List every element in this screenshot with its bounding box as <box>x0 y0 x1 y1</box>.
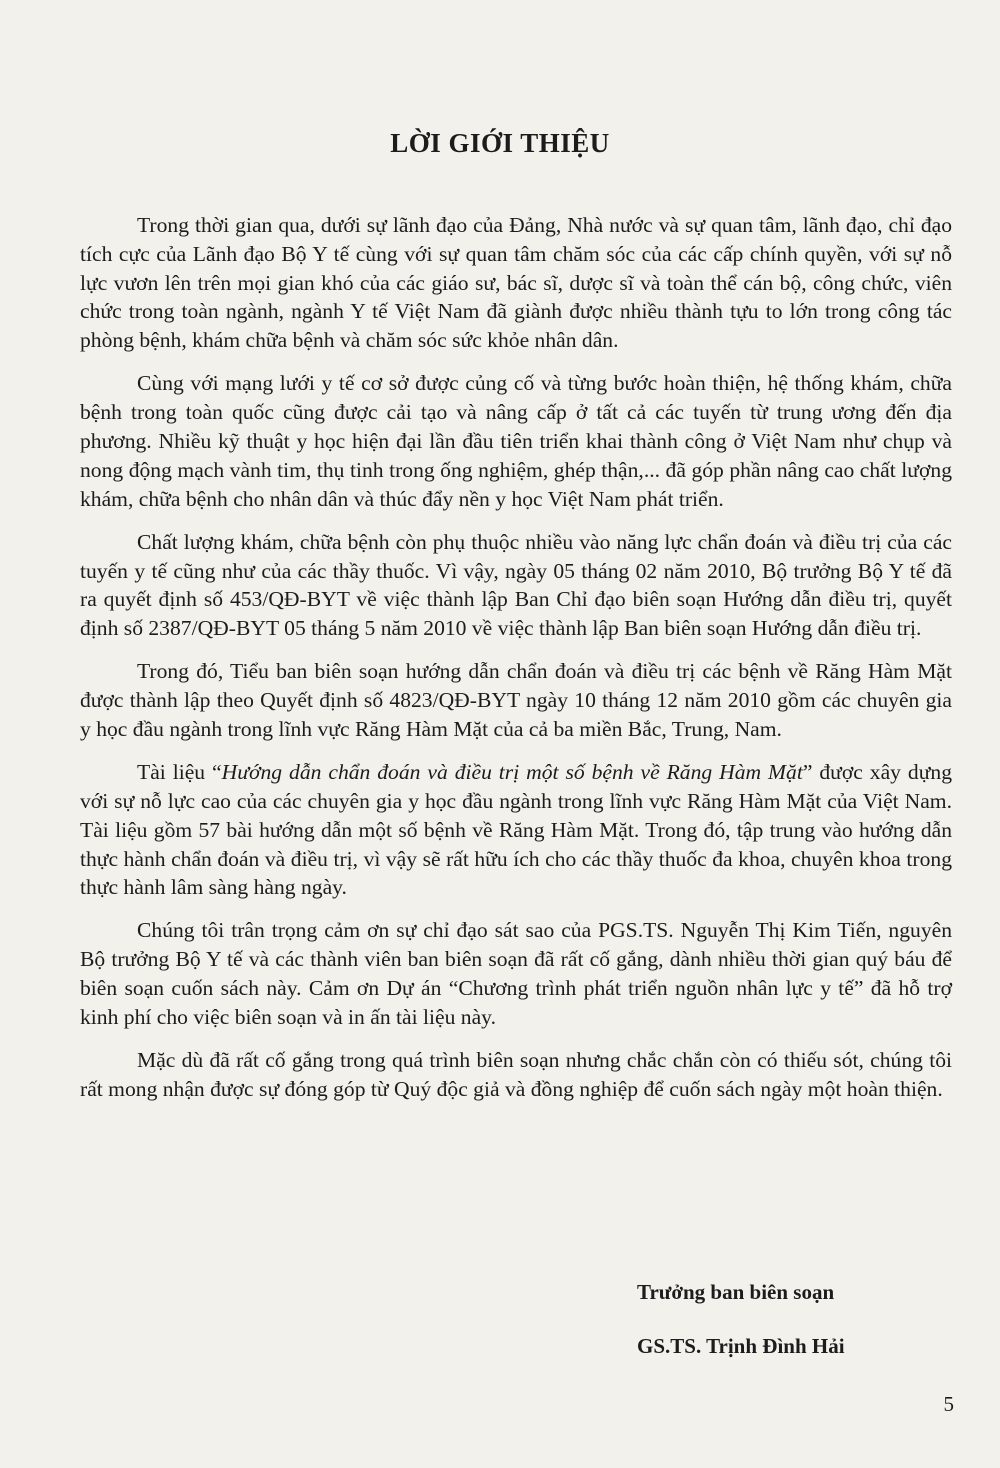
paragraph-5-after: ” được xây dựng với sự nỗ lực cao của các chuyên gia y học đầu ngành trong lĩnh vực Răng Hàm Mặt của Việt Nam. Tài liệu gồm 57 bài hướng dẫn một số bệnh về Răng Hàm Mặt. Trong đó, tập trung vào hướng dẫn thực hành chẩn đoán và điều trị, vì vậy sẽ rất hữu ích cho các thầy thuốc đa khoa, chuyên khoa trong thực hành lâm sàng hàng ngày. <box>80 760 952 900</box>
paragraph-6: Chúng tôi trân trọng cảm ơn sự chỉ đạo sát sao của PGS.TS. Nguyễn Thị Kim Tiến, nguyên Bộ trưởng Bộ Y tế và các thành viên ban biên soạn đã rất cố gắng, dành nhiều thời gian quý báu để biên soạn cuốn sách này. Cảm ơn Dự án “Chương trình phát triển nguồn nhân lực y tế” đã hỗ trợ kinh phí cho việc biên soạn và in ấn tài liệu này. <box>80 918 952 1029</box>
body-text <box>80 211 952 1118</box>
document-title-italic: Hướng dẫn chẩn đoán và điều trị một số bệnh về Răng Hàm Mặt <box>221 760 803 785</box>
paragraph-7: Mặc dù đã rất cố gắng trong quá trình biên soạn nhưng chắc chắn còn có thiếu sót, chúng tôi rất mong nhận được sự đóng góp từ Quý độc giả và đồng nghiệp để cuốn sách ngày một hoàn thiện. <box>80 1048 952 1101</box>
page-number: 5 <box>943 1392 954 1416</box>
paragraph-5 <box>80 758 952 902</box>
paragraph-3: Chất lượng khám, chữa bệnh còn phụ thuộc nhiều vào năng lực chẩn đoán và điều trị của các tuyến y tế cũng như của các thầy thuốc. Vì vậy, ngày 05 tháng 02 năm 2010, Bộ trưởng Bộ Y tế đã ra quyết định số 453/QĐ-BYT về việc thành lập Ban Chỉ đạo biên soạn Hướng dẫn điều trị, quyết định số 2387/QĐ-BYT 05 tháng 5 năm 2010 về việc thành lập Ban biên soạn Hướng dẫn điều trị. <box>80 529 952 641</box>
paragraph-1: Trong thời gian qua, dưới sự lãnh đạo của Đảng, Nhà nước và sự quan tâm, lãnh đạo, chỉ đạo tích cực của Lãnh đạo Bộ Y tế cùng với sự quan tâm chăm sóc của các cấp chính quyền, với sự nỗ lực vươn lên trên mọi gian khó của các giáo sư, bác sĩ, dược sĩ và toàn thể cán bộ, công chức, viên chức trong toàn ngành, ngành Y tế Việt Nam đã giành được nhiều thành tựu to lớn trong công tác phòng bệnh, khám chữa bệnh và chăm sóc sức khỏe nhân dân. <box>80 213 952 353</box>
paragraph-2: Cùng với mạng lưới y tế cơ sở được củng cố và từng bước hoàn thiện, hệ thống khám, chữa bệnh trong toàn quốc cũng được cải tạo và nâng cấp ở tất cả các tuyến từ trung ương đến địa phương. Nhiều kỹ thuật y học hiện đại lần đầu tiên triển khai thành công ở Việt Nam như chụp và nong động mạch vành tim, thụ tinh trong ống nghiệm, ghép thận,... đã góp phần nâng cao chất lượng khám, chữa bệnh cho nhân dân và thúc đẩy nền y học Việt Nam phát triển. <box>80 371 952 511</box>
paragraph-4: Trong đó, Tiểu ban biên soạn hướng dẫn chẩn đoán và điều trị các bệnh về Răng Hàm Mặt được thành lập theo Quyết định số 4823/QĐ-BYT ngày 10 tháng 12 năm 2010 gồm các chuyên gia y học đầu ngành trong lĩnh vực Răng Hàm Mặt của cả ba miền Bắc, Trung, Nam. <box>80 659 952 741</box>
signature-role: Trưởng ban biên soạn <box>637 1280 835 1304</box>
signature-name: GS.TS. Trịnh Đình Hải <box>637 1334 845 1358</box>
signature-block <box>637 1277 845 1385</box>
paragraph-5-before: Tài liệu “ <box>137 760 222 785</box>
page-title: LỜI GIỚI THIỆU <box>390 128 610 158</box>
